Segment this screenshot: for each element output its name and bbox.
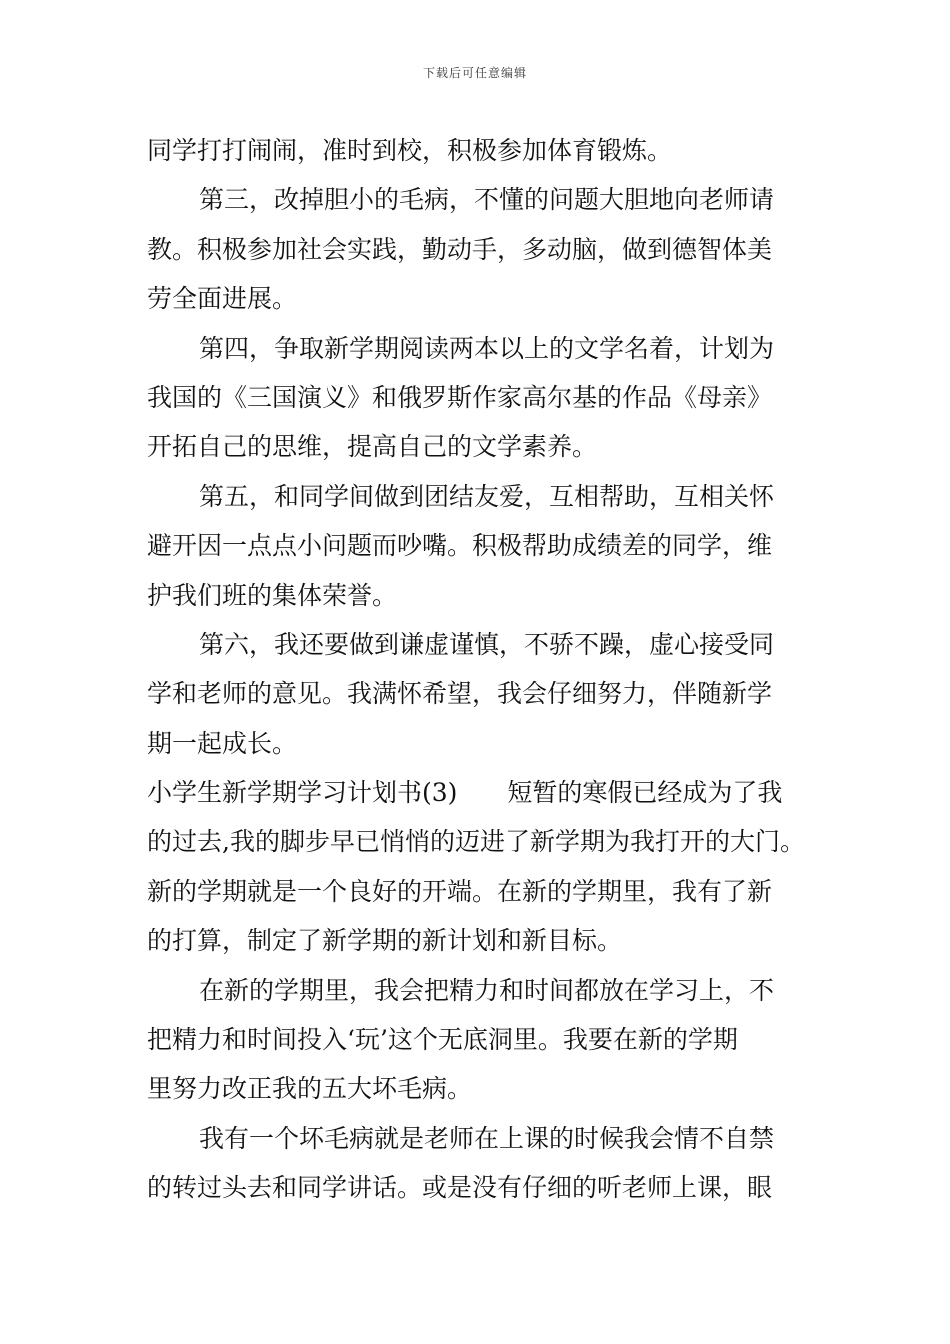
text-line: 的转过头去和同学讲话。或是没有仔细的听老师上课，眼 xyxy=(147,1173,773,1203)
text-line: 学和老师的意见。我满怀希望，我会仔细努力，伴随新学 xyxy=(147,679,773,709)
text-line: 小学生新学期学习计划书(3) 短暂的寒假已经成为了我 xyxy=(147,778,783,808)
text-line: 第五，和同学间做到团结友爱，互相帮助，互相关怀 xyxy=(199,481,775,511)
text-line: 我有一个坏毛病就是老师在上课的时候我会情不自禁 xyxy=(199,1123,775,1153)
text-line: 期一起成长。 xyxy=(147,728,298,758)
text-line: 护我们班的集体荣誉。 xyxy=(147,580,398,610)
text-line: 新的学期就是一个良好的开端。在新的学期里，我有了新 xyxy=(147,876,773,906)
text-line: 把精力和时间投入‘玩’这个无底洞里。我要在新的学期 xyxy=(147,1025,738,1055)
text-line: 避开因一点点小问题而吵嘴。积极帮助成绩差的同学，维 xyxy=(147,531,773,561)
text-line: 开拓自己的思维，提高自己的文学素养。 xyxy=(147,432,598,462)
text-line: 的过去,我的脚步早已悄悄的迈进了新学期为我打开的大门。 xyxy=(147,827,805,857)
document-body xyxy=(147,126,817,1213)
text-line: 同学打打闹闹，准时到校，积极参加体育锻炼。 xyxy=(147,136,673,165)
text-line: 的打算，制定了新学期的新计划和新目标。 xyxy=(147,926,623,956)
text-line: 第四，争取新学期阅读两本以上的文学名着，计划为 xyxy=(199,333,775,363)
text-line: 我国的《三国演义》和俄罗斯作家高尔基的作品《母亲》 xyxy=(147,382,773,412)
text-line: 劳全面进展。 xyxy=(147,284,298,314)
text-line: 在新的学期里，我会把精力和时间都放在学习上，不 xyxy=(199,975,775,1005)
page-header: 下载后可任意编辑 xyxy=(422,66,527,80)
text-line: 里努力改正我的五大坏毛病。 xyxy=(147,1074,473,1104)
text-line: 第三，改掉胆小的毛病，不懂的问题大胆地向老师请 xyxy=(199,185,775,215)
text-line: 教。积极参加社会实践，勤动手，多动脑，做到德智体美 xyxy=(147,234,773,264)
text-line: 第六，我还要做到谦虚谨慎，不骄不躁，虚心接受同 xyxy=(199,629,775,659)
